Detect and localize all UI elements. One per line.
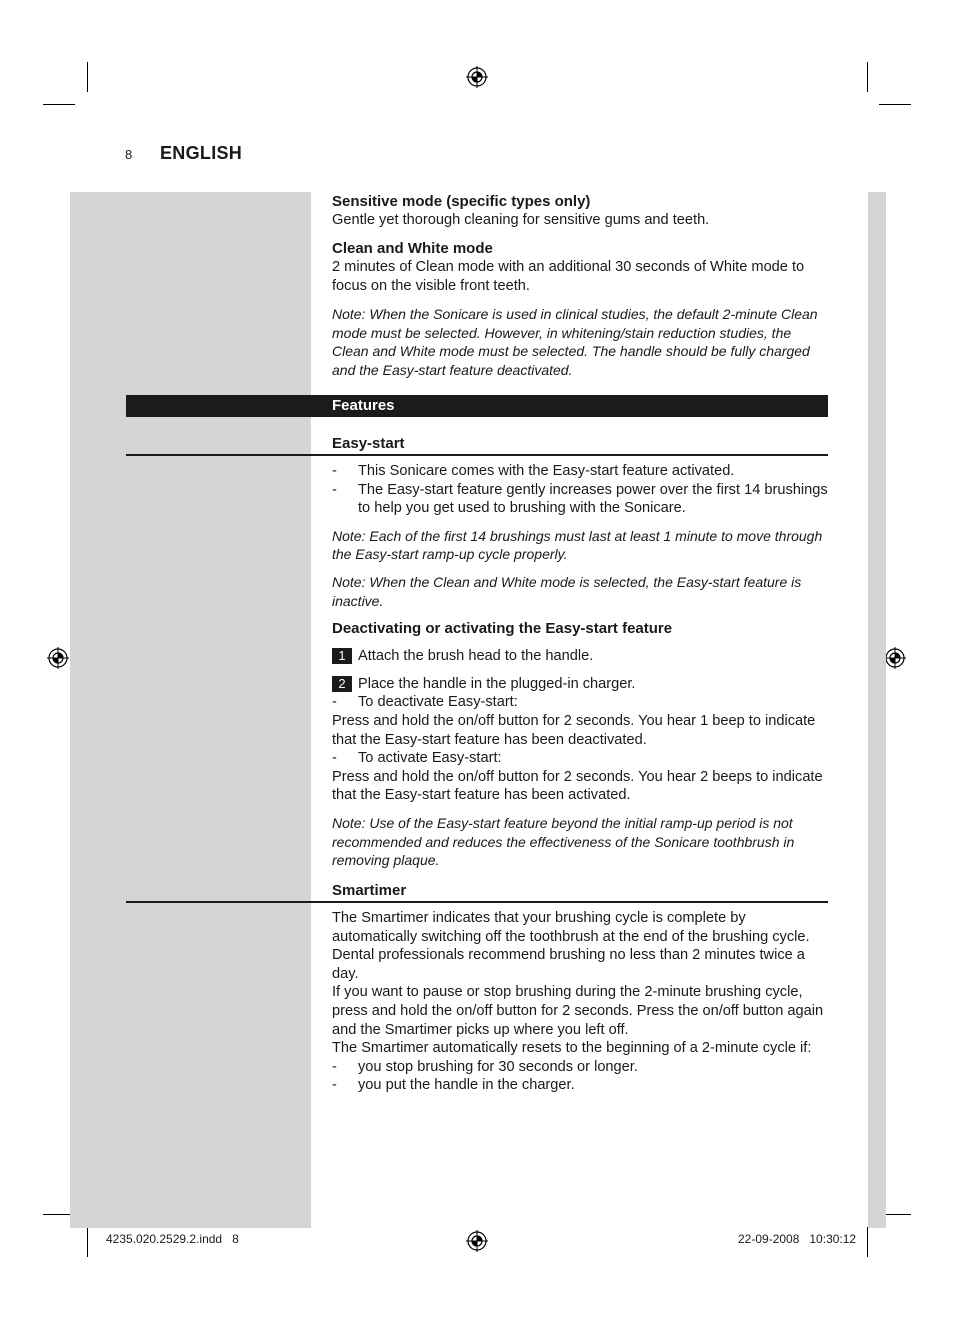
list-item: - To activate Easy-start: (332, 750, 502, 767)
features-heading-bar (126, 395, 828, 417)
right-margin-panel (868, 192, 886, 1228)
note-text: Note: Each of the first 14 brushings must last at least 1 minute to move through the Easy-start ramp-up cycle properly. (332, 527, 823, 563)
registration-mark-icon (466, 1230, 488, 1252)
section-title: Smartimer (332, 882, 407, 899)
paragraph: The Smartimer indicates that your brushing cycle is complete by automatically switching off the toothbrush at the end of the brushing cycle. Dental professionals recommend brushing no less than 2 minutes twice a day. (332, 910, 810, 982)
section-text: 2 minutes of Clean mode with an additional 30 seconds of White mode to focus on the visible front teeth. (332, 259, 805, 294)
footer-timestamp: 22-09-2008 10:30:12 (738, 1232, 857, 1246)
sensitive-mode-section (332, 192, 828, 230)
section-title: Easy-start (332, 435, 405, 452)
registration-mark-icon (466, 66, 488, 88)
smartimer-section (332, 909, 828, 1095)
crop-mark (879, 104, 911, 105)
easy-start-section (332, 462, 828, 870)
section-rule (126, 454, 828, 456)
note-text: Note: When the Clean and White mode is selected, the Easy-start feature is inactive. (332, 573, 802, 609)
list-item: - To deactivate Easy-start: (332, 694, 518, 711)
left-margin-panel (70, 192, 311, 1228)
paragraph: If you want to pause or stop brushing during the 2-minute brushing cycle, press and hold the on/off button for 2 seconds. Press the on/off button again and the Smartimer picks up where you left off. (332, 984, 824, 1038)
crop-mark (867, 62, 868, 92)
step-item: 2 Place the handle in the plugged-in charger. (332, 675, 828, 694)
crop-mark (867, 1227, 868, 1257)
crop-mark (87, 62, 88, 92)
smartimer-heading (332, 881, 828, 900)
note-text: Note: When the Sonicare is used in clinical studies, the default 2-minute Clean mode must be selected. However, in whitening/stain reduction studies, the Clean and White mode must be selected. The handle should be fully charged and the Easy-start feature deactivated. (332, 306, 818, 378)
crop-mark (43, 104, 75, 105)
step-number: 2 (332, 676, 352, 692)
section-title: Deactivating or activating the Easy-start feature (332, 620, 673, 638)
section-title: Sensitive mode (specific types only) (332, 193, 591, 210)
registration-mark-icon (884, 647, 906, 669)
page-number: 8 (125, 147, 133, 162)
section-title: Clean and White mode (332, 240, 493, 257)
crop-mark (87, 1227, 88, 1257)
step-number: 1 (332, 648, 352, 664)
list-item: - you put the handle in the charger. (332, 1077, 575, 1094)
footer-filename: 4235.020.2529.2.indd 8 (106, 1232, 239, 1246)
instruction-text: Press and hold the on/off button for 2 seconds. You hear 1 beep to indicate that the Easy-start feature has been deactivated. (332, 712, 816, 748)
instruction-text: Press and hold the on/off button for 2 seconds. You hear 2 beeps to indicate that the Easy-start feature has been activated. (332, 768, 823, 804)
paragraph: The Smartimer automatically resets to the beginning of a 2-minute cycle if: (332, 1040, 812, 1057)
step-item: 1 Attach the brush head to the handle. (332, 647, 828, 666)
features-title: Features (332, 397, 395, 414)
list-item: - This Sonicare comes with the Easy-start feature activated. (332, 463, 735, 479)
registration-mark-icon (47, 647, 69, 669)
section-rule (126, 901, 828, 903)
language-heading: ENGLISH (160, 143, 243, 163)
section-text: Gentle yet thorough cleaning for sensitive gums and teeth. (332, 212, 710, 228)
note-text: Note: Use of the Easy-start feature beyond the initial ramp-up period is not recommended and reduces the effectiveness of the Sonicare toothbrush in removing plaque. (332, 814, 795, 869)
list-item: - you stop brushing for 30 seconds or longer. (332, 1058, 638, 1075)
list-item: - The Easy-start feature gently increases power over the first 14 brushings to help you get used to brushing with the Sonicare. (332, 481, 828, 517)
easy-start-heading (332, 434, 828, 453)
clean-white-section (332, 239, 828, 380)
